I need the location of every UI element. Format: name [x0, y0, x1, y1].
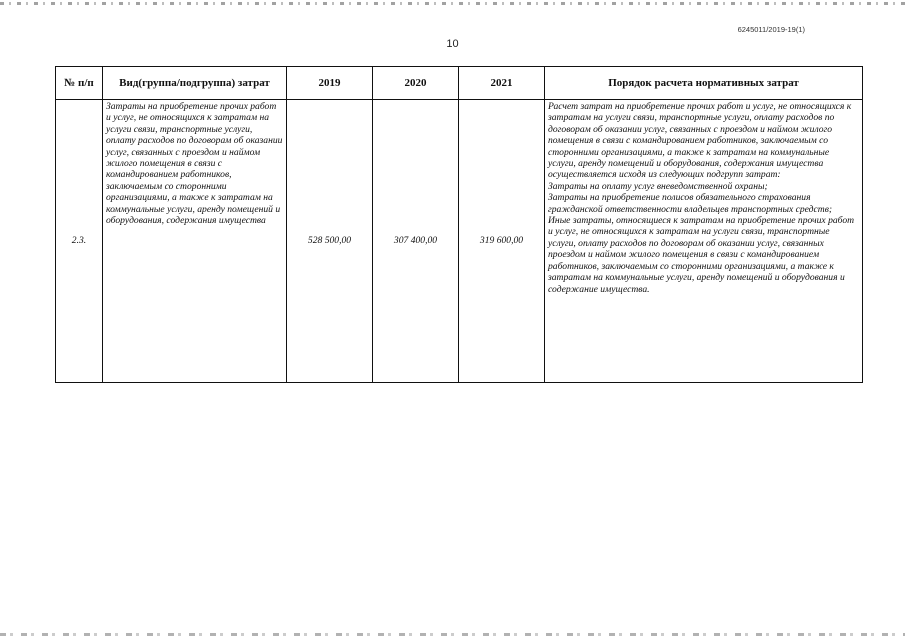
- value-2019: 528 500,00: [287, 100, 373, 383]
- column-header-2021: 2021: [459, 67, 545, 100]
- column-header-number: № п/п: [56, 67, 103, 100]
- procedure-cell: [545, 100, 863, 383]
- table-row: [56, 100, 863, 383]
- document-id: 6245011/2019-19(1): [737, 25, 805, 34]
- procedure-paragraph: Затраты на приобретение полисов обязательного страхования гражданской ответственности владельцев транспортных средств;: [548, 192, 833, 215]
- page-number: 10: [446, 38, 459, 50]
- procedure-paragraph: Затраты на оплату услуг вневедомственной охраны;: [548, 180, 768, 192]
- procedure-paragraph: Расчет затрат на приобретение прочих работ и услуг, не относящихся к затратам на услуги связи, транспортные услуги, оплату расходов по договорам об оказании услуг, связанных с проездом и наймом жилого помещения в связи с командированием работников, заключаемым со сторонними организациями, а также к затратам на коммунальные услуги, аренду помещений и оборудования, содержания имущества осуществляется исходя из следующих подгрупп затрат:: [548, 101, 852, 181]
- row-number: 2.3.: [56, 100, 103, 383]
- procedure-paragraph: Иные затраты, относящиеся к затратам на приобретение прочих работ и услуг, не относящихся к затратам на услуги связи, транспортные услуги, оплату расходов по договорам об оказании услуг, связанных проездом и наймом жилого помещения в связи с командированием работников, заключаемым со сторонними организациями, а также к затратам на коммунальные услуги, аренду помещений и оборудования и содержание имущества.: [548, 215, 855, 295]
- table-header-row: [56, 67, 863, 100]
- scan-artifact-top: [0, 2, 905, 5]
- column-header-cost-type: Вид(группа/подгруппа) затрат: [103, 67, 287, 100]
- cost-table: [55, 66, 863, 383]
- column-header-procedure: Порядок расчета нормативных затрат: [545, 67, 863, 100]
- value-2020: 307 400,00: [373, 100, 459, 383]
- cost-type-name: Затраты на приобретение прочих работ и услуг, не относящихся к затратам на услуги связи, транспортные услуги, оплату расходов по договорам об оказании услуг, связанных с проездом и наймом жилого помещения в связи с командированием работников, заключаемым со сторонними организациями, а также к затратам на коммунальные услуги, аренду помещений и оборудования, содержания имущества: [103, 100, 287, 383]
- column-header-2019: 2019: [287, 67, 373, 100]
- scan-artifact-bottom: [0, 633, 905, 636]
- column-header-2020: 2020: [373, 67, 459, 100]
- value-2021: 319 600,00: [459, 100, 545, 383]
